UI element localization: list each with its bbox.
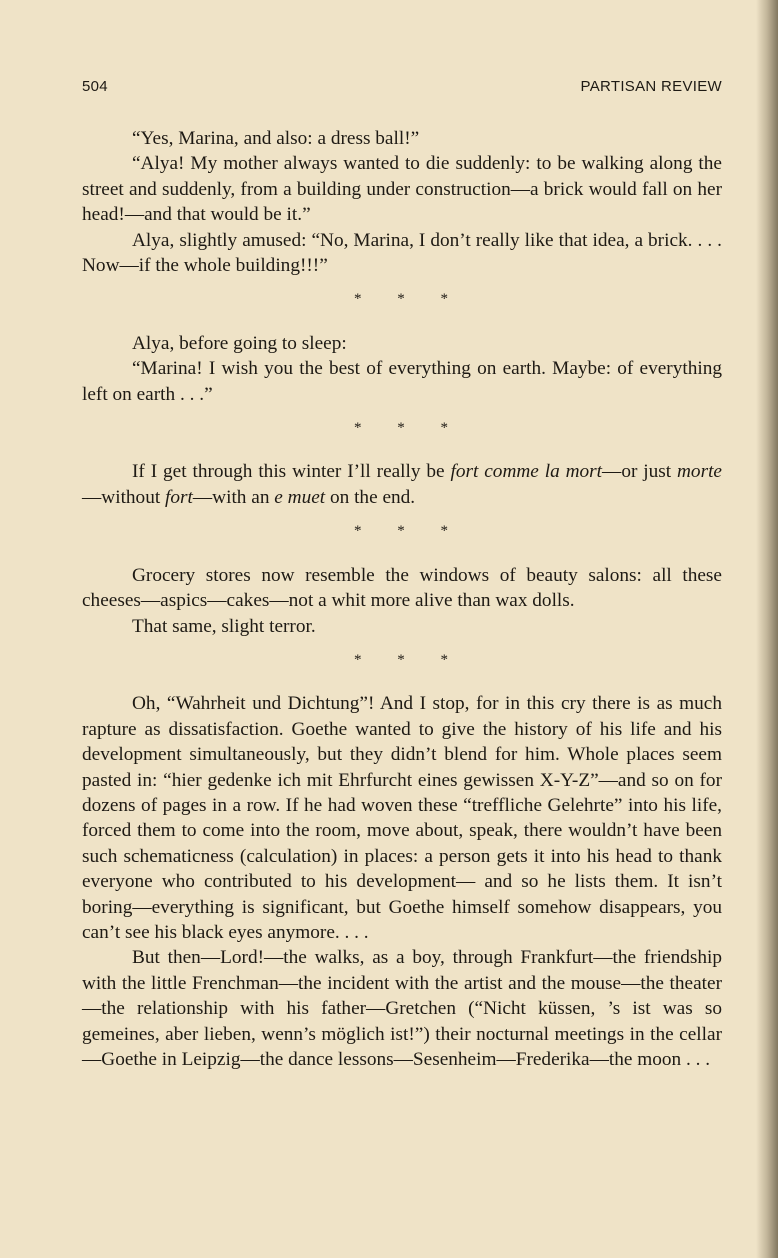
paragraph: “Yes, Marina, and also: a dress ball!” — [132, 128, 420, 149]
paragraph: That same, slight terror. — [132, 615, 316, 637]
page-number: 504 — [82, 78, 108, 95]
running-header — [82, 78, 722, 100]
paragraph: Grocery stores now resemble the windows of beauty salons: all these cheeses—aspics—cakes—not a whit more alive than wax dolls. — [82, 564, 722, 612]
journal-title: PARTISAN REVIEW — [580, 78, 722, 95]
italic-phrase: fort comme la mort — [450, 461, 603, 483]
italic-phrase: morte — [677, 461, 722, 483]
paragraph: “Marina! I wish you the best of everything on earth. Maybe: of everything left on earth . . .” — [82, 358, 722, 405]
paragraph: Alya, slightly amused: “No, Marina, I don’t really like that idea, a brick. . . . Now—if the whole building!!!” — [82, 229, 722, 277]
paragraph: Alya, before going to sleep: — [132, 332, 347, 354]
section-separator: * * * — [354, 420, 464, 437]
section-separator: * * * — [354, 523, 464, 540]
italic-phrase: e muet — [274, 486, 326, 508]
page-edge-shadow — [756, 0, 778, 1258]
section-separator: * * * — [354, 651, 464, 668]
section-separator: * * * — [354, 291, 464, 308]
paragraph: But then—Lord!—the walks, as a boy, through Frankfurt—the friendship with the little Frenchman—the incident with the artist and the mouse—the theater—the relationship with his father—Gretchen (“Nicht küssen, ’s ist was so gemeines, aber lieben, wenn’s möglich ist!”) their nocturnal meetings in the cellar—Goethe in Leipzig—the dance lessons—Sesenheim—Frederika—the moon . . . — [82, 947, 722, 1070]
italic-phrase: fort — [165, 486, 193, 508]
paragraph: If I get through this winter I’ll really be fort comme la mort—or just morte—without fort—with an e muet on the end. — [82, 461, 722, 508]
paragraph: Oh, “Wahrheit und Dichtung”! And I stop, for in this cry there is as much rapture as dissatisfaction. Goethe wanted to give the history of his life and his development simultaneously, but they didn’t blend for him. Whole places seem pasted in: “hier gedenke ich mit Ehrfurcht eines gewissen X-Y-Z”—and so on for dozens of pages in a row. If he had woven these “treffliche Gelehrte” into his life, forced them to come into the room, move about, speak, there wouldn’t have been such schematicness (calculation) in places: a person gets it into his head to thank everyone who contributed to his development— and so he lists them. It isn’t boring—everything is significant, but Goethe himself somehow disappears, you can’t see his black eyes anymore. . . . — [82, 693, 722, 943]
body-text — [82, 126, 722, 1072]
paragraph: “Alya! My mother always wanted to die suddenly: to be walking along the street and suddenly, from a building under construction—a brick would fall on her head!—and that would be it.” — [82, 153, 722, 226]
